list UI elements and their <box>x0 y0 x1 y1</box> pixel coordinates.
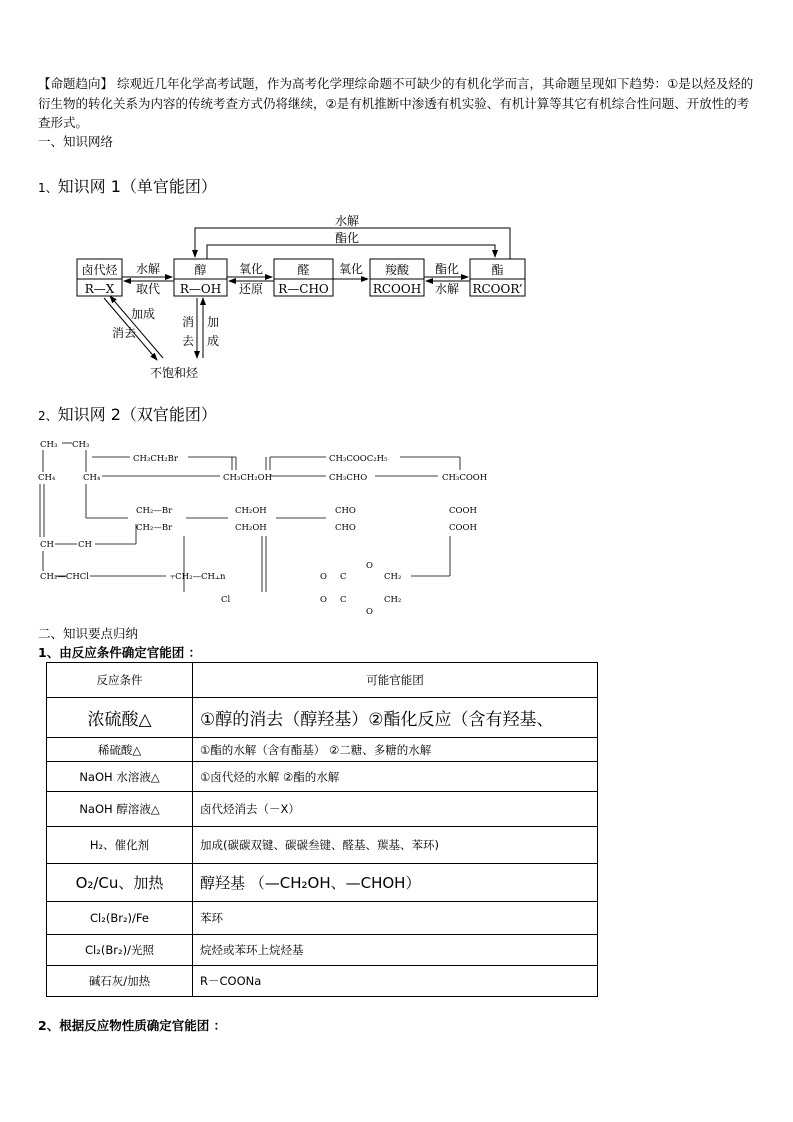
net2-ch2br-2: CH₂—Br <box>136 523 173 533</box>
table-row <box>47 902 598 935</box>
net2-polymer: ⫟CH₂—CH⫠n <box>170 572 226 582</box>
net2-ring-o3: O <box>366 561 373 571</box>
intro-paragraph <box>38 74 760 133</box>
row-group: 苯环 <box>193 902 598 935</box>
label-hydrolysis: 水解 <box>135 262 161 276</box>
net2-cooh: COOH <box>449 506 477 516</box>
net2-ch3cho: CH₃CHO <box>329 473 368 483</box>
net2-ch3cooh: CH₃COOH <box>442 473 488 483</box>
net2-ch3ch2br: CH₃CH₂Br <box>133 454 178 464</box>
net2-ch4-b: CH₄ <box>83 473 101 483</box>
section-knowledge-network: 一、知识网络 <box>38 134 114 149</box>
label-oxidation-2: 氧化 <box>338 262 364 276</box>
row-condition: 稀硫酸△ <box>47 738 193 762</box>
net2-ring-ch2-b: CH₂ <box>384 595 402 605</box>
label-hydrolysis-2: 水解 <box>434 282 460 296</box>
label-substitution: 取代 <box>135 282 161 296</box>
net2-title: 知识网 2（双官能团） <box>57 405 217 424</box>
net2-ch-2: CH <box>78 540 92 550</box>
table-row <box>47 864 598 902</box>
row-condition: 浓硫酸△ <box>47 698 193 738</box>
net2-ring-c2: C <box>340 595 347 605</box>
net2-ch3ch2oh: CH₃CH₂OH <box>223 473 273 483</box>
label-top-hydrolysis: 水解 <box>334 214 360 228</box>
row-group: 醇羟基 （—CH₂OH、—CHOH） <box>193 864 598 902</box>
intro-tag: 【命题趋向】 <box>38 76 114 91</box>
row-group: ①醇的消去（醇羟基）②酯化反应（含有羟基、 <box>193 698 598 738</box>
intro-text: 综观近几年化学高考试题，作为高考化学理综命题不可缺少的有机化学而言，其命题呈现如下趋势：①是以烃及烃的衍生物的转化关系为内容的传统考查方式仍将继续，②是有机推断中渗透有机实验、有机计算等其它有机综合性问题、开放性的考查形式。 <box>38 76 754 130</box>
box-alcohol-top: 醇 <box>194 263 207 277</box>
table-row <box>47 698 598 738</box>
table-row <box>47 738 598 762</box>
net2-ch: CH <box>40 540 54 550</box>
row-group: ①卤代烃的水解 ②酯的水解 <box>193 762 598 792</box>
header-functional-group: 可能官能团 <box>193 663 598 698</box>
header-condition: 反应条件 <box>47 663 193 698</box>
condition-table <box>46 662 598 997</box>
net2-ch3: CH₃ <box>40 440 58 450</box>
sub-reaction-conditions: 1、由反应条件确定官能团 ： <box>38 645 202 660</box>
label-elim-a: 消 <box>181 315 195 329</box>
net2-ch2br: CH₂—Br <box>136 506 173 516</box>
net2-ch4: CH₄ <box>38 473 56 483</box>
net2-ch3b: CH₃ <box>72 440 90 450</box>
box-acid-top: 羧酸 <box>384 263 410 277</box>
label-add-a: 加 <box>206 315 220 329</box>
net2-cl: Cl <box>221 595 231 605</box>
row-group: R－COONa <box>193 966 598 997</box>
box-haloalkane-bottom: R—X <box>84 282 115 296</box>
label-unsaturated-hydrocarbon: 不饱和烃 <box>149 366 199 380</box>
label-esterify: 酯化 <box>434 262 460 276</box>
net2-ring-o4: O <box>366 607 373 617</box>
net1-title: 知识网 1（单官能团） <box>57 177 217 196</box>
row-condition: Cl₂(Br₂)/光照 <box>47 935 193 966</box>
net2-ester: CH₃COOC₂H₅ <box>329 454 388 464</box>
table-row <box>47 935 598 966</box>
net1-heading <box>38 174 217 197</box>
section-key-points: 二、知识要点归纳 <box>38 626 139 641</box>
label-add-b: 成 <box>206 334 220 348</box>
box-haloalkane-top: 卤代烃 <box>81 263 118 277</box>
box-alcohol-bottom: R—OH <box>179 282 222 296</box>
box-aldehyde-bottom: R—CHO <box>278 282 329 296</box>
label-top-esterify: 酯化 <box>334 231 360 245</box>
row-condition: O₂/Cu、加热 <box>47 864 193 902</box>
row-condition: H₂、催化剂 <box>47 827 193 864</box>
net2-ring-c1: C <box>340 572 347 582</box>
box-ester-bottom: RCOOR’ <box>472 282 523 296</box>
net2-ring-ch2: CH₂ <box>384 572 402 582</box>
table-row <box>47 966 598 997</box>
net2-ring-o1: O <box>320 572 327 582</box>
box-aldehyde-top: 醛 <box>297 263 310 277</box>
table-row <box>47 827 598 864</box>
row-group: ①酯的水解（含有酯基） ②二糖、多糖的水解 <box>193 738 598 762</box>
label-reduction: 还原 <box>238 282 264 296</box>
row-group: 加成(碳碳双键、碳碳叁键、醛基、羰基、苯环) <box>193 827 598 864</box>
row-condition: 碱石灰/加热 <box>47 966 193 997</box>
row-condition: Cl₂(Br₂)/Fe <box>47 902 193 935</box>
sub-reactant-properties: 2、根据反应物性质确定官能团 ： <box>38 1018 227 1033</box>
net2-cho-2: CHO <box>335 523 356 533</box>
net2-number: 2、 <box>38 409 58 423</box>
net2-ch2oh: CH₂OH <box>235 506 267 516</box>
row-condition: NaOH 水溶液△ <box>47 762 193 792</box>
row-group: 烷烃或苯环上烷烃基 <box>193 935 598 966</box>
net2-ch2oh-2: CH₂OH <box>235 523 267 533</box>
row-group: 卤代烃消去（－X） <box>193 792 598 827</box>
net2-vinyl-chloride: CH₂—CHCl <box>40 572 89 582</box>
net2-diagram <box>0 432 793 632</box>
box-acid-bottom: RCOOH <box>372 282 422 296</box>
net1-diagram <box>0 205 793 385</box>
label-addition: 加成 <box>130 307 156 321</box>
table-row <box>47 792 598 827</box>
net2-cooh-2: COOH <box>449 523 477 533</box>
table-header-row <box>47 663 598 698</box>
row-condition: NaOH 醇溶液△ <box>47 792 193 827</box>
box-ester-top: 酯 <box>491 263 504 277</box>
label-oxidation: 氧化 <box>238 262 264 276</box>
net2-ring-o2: O <box>320 595 327 605</box>
table-row <box>47 762 598 792</box>
label-elimination: 消去 <box>111 326 137 340</box>
net1-number: 1、 <box>38 181 58 195</box>
label-elim-b: 去 <box>181 334 195 348</box>
net2-cho: CHO <box>335 506 356 516</box>
net2-heading <box>38 402 217 425</box>
